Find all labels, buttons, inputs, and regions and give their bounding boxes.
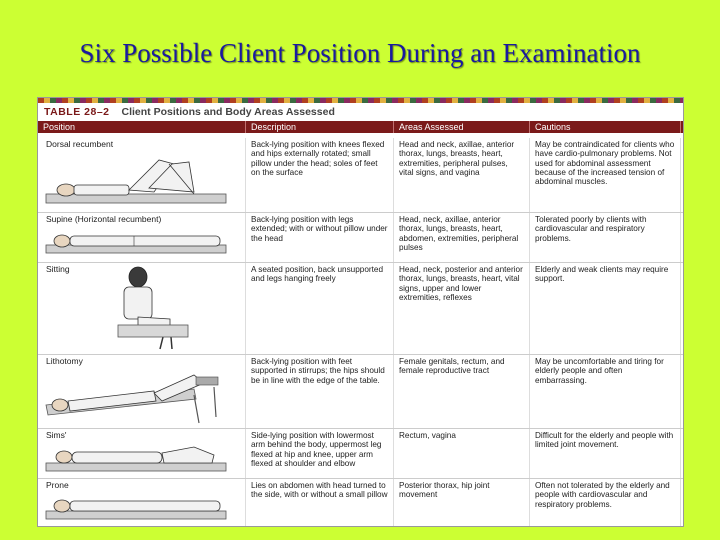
- table-row: [38, 479, 683, 526]
- description-cell: Back-lying position with knees flexed and hips externally rotated; small pillow under the head; soles of feet on the surface: [246, 138, 394, 213]
- slide-title: Six Possible Client Position During an Examination: [79, 38, 641, 68]
- position-name: Sitting: [46, 264, 70, 274]
- cautions-cell: Tolerated poorly by clients with cardiovascular and respiratory problems.: [530, 213, 681, 263]
- column-header-areas: Areas Assessed: [394, 121, 530, 133]
- description-cell: Lies on abdomen with head turned to the side, with or without a small pillow: [246, 479, 394, 526]
- position-name: Sims': [46, 430, 67, 440]
- position-name: Lithotomy: [46, 356, 83, 366]
- positions-table-image: [37, 97, 684, 527]
- dorsal-recumbent-figure: [44, 152, 234, 212]
- column-header-cautions: Cautions: [530, 121, 681, 133]
- position-cell: [38, 355, 246, 429]
- cautions-cell: Often not tolerated by the elderly and people with cardiovascular and respiratory problems.: [530, 479, 681, 526]
- position-cell: [38, 213, 246, 263]
- description-cell: A seated position, back unsupported and legs hanging freely: [246, 263, 394, 355]
- sitting-figure: [108, 265, 198, 353]
- cautions-cell: Difficult for the elderly and people with limited joint movement.: [530, 429, 681, 479]
- areas-cell: Posterior thorax, hip joint movement: [394, 479, 530, 526]
- table-title: Client Positions and Body Areas Assessed: [121, 106, 335, 118]
- areas-cell: Head and neck, axillae, anterior thorax, lungs, breasts, heart, extremities, peripheral pulses, vital signs, and vagina: [394, 138, 530, 213]
- position-cell: [38, 479, 246, 526]
- description-cell: Side-lying position with lowermost arm behind the body, uppermost leg flexed at hip and knee, upper arm flexed at shoulder and elbow: [246, 429, 394, 479]
- table-number: TABLE 28–2: [44, 106, 110, 118]
- cautions-cell: Elderly and weak clients may require support.: [530, 263, 681, 355]
- table-row: [38, 355, 683, 429]
- areas-cell: Rectum, vagina: [394, 429, 530, 479]
- position-name: Dorsal recumbent: [46, 139, 114, 149]
- position-name: Prone: [46, 480, 69, 490]
- table-heading: [38, 103, 683, 121]
- description-cell: Back-lying position with legs extended; with or without pillow under the head: [246, 213, 394, 263]
- areas-cell: Head, neck, posterior and anterior thorax, lungs, breasts, heart, vital signs, upper and lower extremities, reflexes: [394, 263, 530, 355]
- position-cell: [38, 138, 246, 213]
- prone-figure: [44, 491, 234, 525]
- areas-cell: Head, neck, axillae, anterior thorax, lungs, breasts, heart, abdomen, extremities, peripheral pulses: [394, 213, 530, 263]
- table-row: [38, 429, 683, 479]
- column-header-position: Position: [38, 121, 246, 133]
- description-cell: Back-lying position with feet supported in stirrups; the hips should be in line with the edge of the table.: [246, 355, 394, 429]
- table-row: [38, 213, 683, 263]
- lithotomy-figure: [44, 365, 234, 427]
- column-header-description: Description: [246, 121, 394, 133]
- position-cell: [38, 429, 246, 479]
- cautions-cell: May be contraindicated for clients who have cardio-pulmonary problems. Not used for abdominal assessment because of the increased tension of abdominal muscles.: [530, 138, 681, 213]
- cautions-cell: May be uncomfortable and tiring for elderly people and often embarrassing.: [530, 355, 681, 429]
- column-header-row: [38, 121, 683, 133]
- sims-figure: [44, 441, 234, 477]
- position-cell: [38, 263, 246, 355]
- position-name: Supine (Horizontal recumbent): [46, 214, 162, 224]
- supine-figure: [44, 225, 234, 261]
- areas-cell: Female genitals, rectum, and female reproductive tract: [394, 355, 530, 429]
- table-row: [38, 263, 683, 355]
- table-row: [38, 138, 683, 213]
